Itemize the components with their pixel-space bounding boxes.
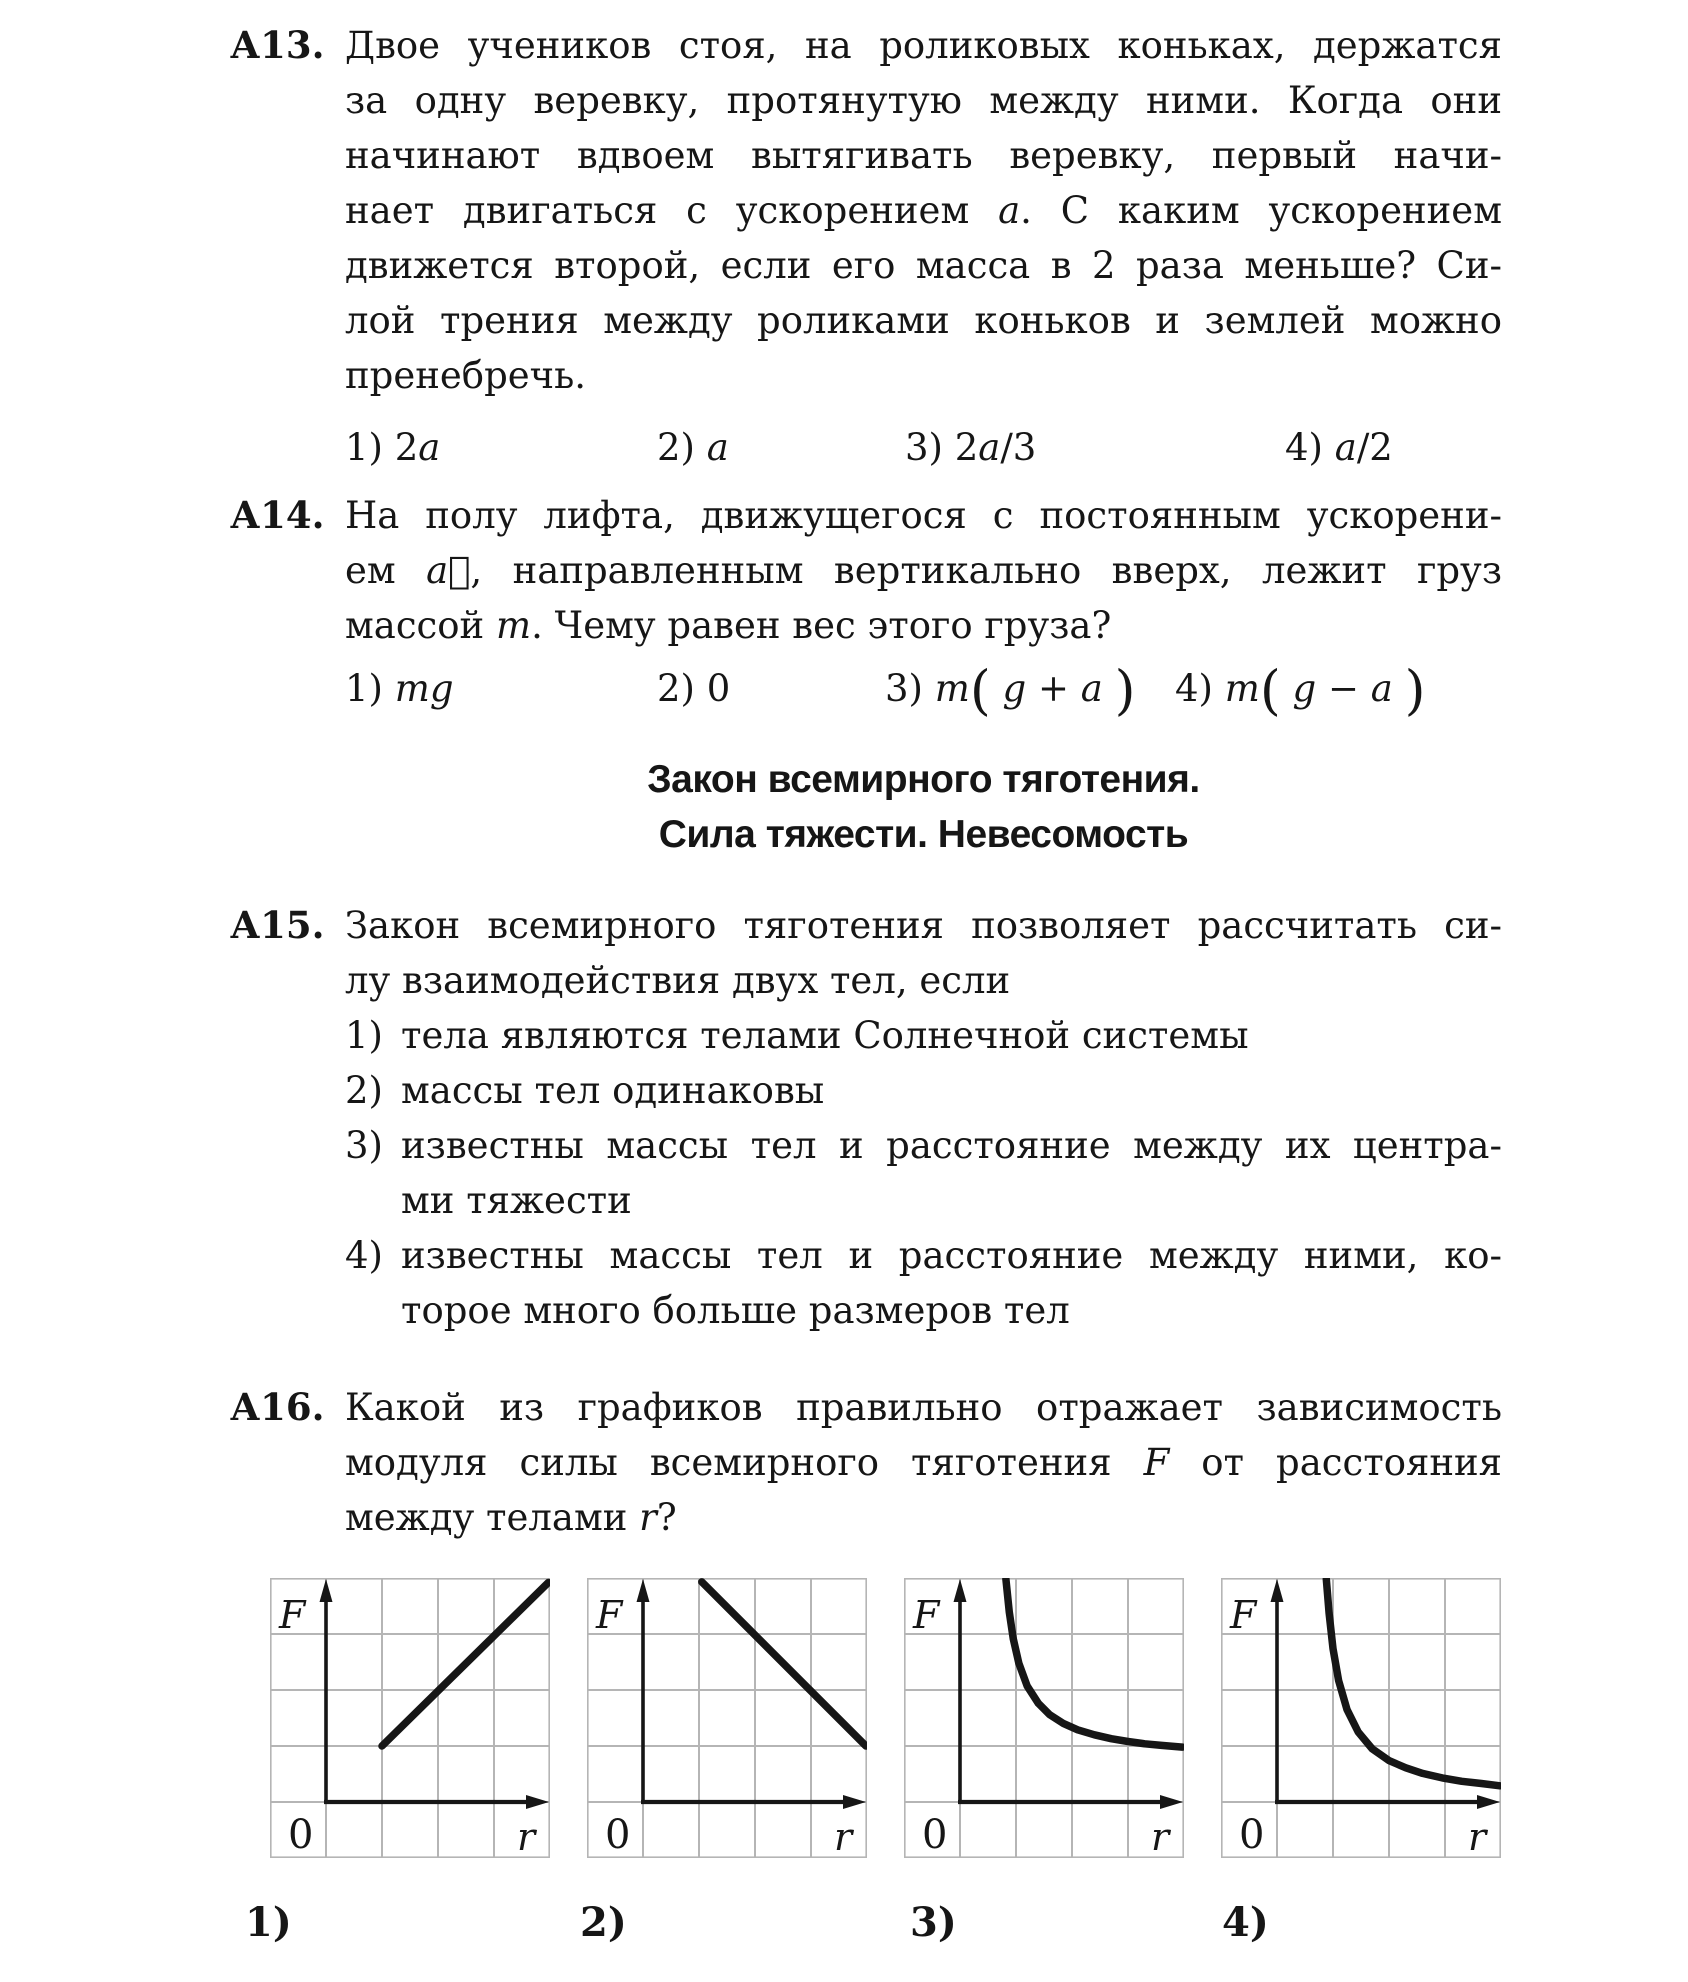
option-label: 2)	[345, 1069, 383, 1112]
y-axis-label: F	[1230, 1593, 1257, 1637]
list-option	[345, 1008, 1502, 1063]
x-axis-label: r	[1151, 1815, 1170, 1858]
x-axis-label: r	[1468, 1815, 1487, 1858]
question-text	[345, 1380, 1502, 1545]
answer-option: 3) 2a/3	[905, 426, 1037, 469]
graph-canvas	[270, 1578, 550, 1858]
section-heading-line: Сила тяжести. Невесомость	[658, 813, 1189, 856]
graph-number-label: 3)	[910, 1899, 957, 1946]
text-line: торое много больше размеров тел	[401, 1289, 1070, 1332]
curve-inverse-square-to-axis	[1326, 1579, 1500, 1786]
option-label: 4)	[345, 1234, 383, 1277]
text-line: пренебречь.	[345, 354, 587, 397]
graph-option-3	[904, 1578, 1184, 1858]
question-number: А15.	[230, 903, 325, 947]
option-label: 3)	[345, 1124, 383, 1167]
question-number: А13.	[230, 23, 325, 67]
curve-linear-decreasing	[702, 1582, 866, 1746]
question-number: А14.	[230, 493, 325, 537]
graph-canvas	[1221, 1578, 1501, 1858]
text-line: массой m. Чему равен вес этого груза?	[345, 604, 1112, 647]
text-line: Двое учеников стоя, на роликовых коньках, держатся	[345, 24, 1502, 67]
x-axis-arrow-icon	[1160, 1795, 1183, 1809]
option-text	[401, 1118, 1502, 1228]
option-text	[401, 1008, 1502, 1063]
curve-linear-increasing	[382, 1583, 548, 1747]
origin-label: 0	[1239, 1812, 1265, 1858]
y-axis-arrow-icon	[1271, 1579, 1284, 1602]
question-text	[345, 898, 1502, 1008]
x-axis-arrow-icon	[1477, 1795, 1500, 1809]
text-line: нает двигаться с ускорением a. С каким ускорением	[345, 189, 1502, 232]
answer-row	[345, 420, 1502, 475]
question-body	[345, 18, 1502, 475]
option-text	[401, 1228, 1502, 1338]
answer-option: 1) mg	[345, 667, 454, 710]
question-a16	[230, 1380, 1502, 1545]
text-line: ем a⃗, направленным вертикально вверх, лежит груз	[345, 549, 1503, 592]
text-line: известны массы тел и расстояние между ними, ко-	[401, 1234, 1502, 1277]
text-line: за одну веревку, протянутую между ними. Когда они	[345, 79, 1502, 122]
question-body	[345, 1380, 1502, 1545]
answer-option: 2) 0	[657, 667, 731, 710]
origin-label: 0	[288, 1812, 314, 1858]
graph-option-2	[587, 1578, 867, 1858]
graph-canvas	[904, 1578, 1184, 1858]
y-axis-label: F	[913, 1593, 940, 1637]
question-text	[345, 488, 1502, 653]
text-line: ми тяжести	[401, 1179, 632, 1222]
text-line: модуля силы всемирного тяготения F от расстояния	[345, 1441, 1502, 1484]
list-option	[345, 1228, 1502, 1338]
text-line: известны массы тел и расстояние между их центра-	[401, 1124, 1502, 1167]
origin-label: 0	[922, 1812, 948, 1858]
section-heading	[345, 752, 1502, 862]
origin-label: 0	[605, 1812, 631, 1858]
x-axis-label: r	[834, 1815, 853, 1858]
answer-option: 3) m( g + a )	[885, 658, 1136, 722]
list-option	[345, 1118, 1502, 1228]
text-line: движется второй, если его масса в 2 раза меньше? Си-	[345, 244, 1502, 287]
text-line: На полу лифта, движущегося с постоянным ускорени-	[345, 494, 1502, 537]
option-text	[401, 1063, 1502, 1118]
text-line: тела являются телами Солнечной системы	[401, 1014, 1249, 1057]
y-axis-arrow-icon	[954, 1579, 967, 1602]
graph-option-4	[1221, 1578, 1501, 1858]
y-axis-label: F	[279, 1593, 306, 1637]
question-a13	[230, 18, 1502, 475]
list-option	[345, 1063, 1502, 1118]
answer-option: 4) m( g − a )	[1175, 658, 1426, 722]
text-line: лу взаимодействия двух тел, если	[345, 959, 1011, 1002]
question-number: А16.	[230, 1385, 325, 1429]
x-axis-arrow-icon	[526, 1795, 549, 1809]
answer-option: 2) a	[657, 426, 729, 469]
text-line: массы тел одинаковы	[401, 1069, 825, 1112]
y-axis-arrow-icon	[637, 1579, 650, 1602]
question-text	[345, 18, 1502, 403]
question-body	[345, 488, 1502, 736]
answer-option: 1) 2a	[345, 426, 441, 469]
x-axis-arrow-icon	[843, 1795, 866, 1809]
graph-number-label: 2)	[580, 1899, 627, 1946]
answer-graphs	[270, 1578, 1501, 1858]
question-a14	[230, 488, 1502, 736]
x-axis-label: r	[517, 1815, 536, 1858]
text-line: Какой из графиков правильно отражает зависимость	[345, 1386, 1502, 1429]
text-line: между телами r?	[345, 1496, 677, 1539]
graph-canvas	[587, 1578, 867, 1858]
question-body	[345, 898, 1502, 1338]
section-heading-line: Закон всемирного тяготения.	[647, 758, 1200, 801]
graph-number-label: 4)	[1222, 1899, 1269, 1946]
text-line: лой трения между роликами коньков и землей можно	[345, 299, 1502, 342]
text-line: начинают вдвоем вытягивать веревку, первый начи-	[345, 134, 1502, 177]
answer-row	[345, 658, 1502, 736]
text-line: Закон всемирного тяготения позволяет рассчитать си-	[345, 904, 1502, 947]
curve-inverse-levels-high	[1006, 1579, 1182, 1747]
y-axis-label: F	[596, 1593, 623, 1637]
graph-number-label: 1)	[245, 1899, 292, 1946]
option-label: 1)	[345, 1014, 383, 1057]
option-list	[345, 1008, 1502, 1338]
question-a15	[230, 898, 1502, 1338]
y-axis-arrow-icon	[320, 1579, 333, 1602]
answer-option: 4) a/2	[1285, 426, 1393, 469]
graph-option-1	[270, 1578, 550, 1858]
